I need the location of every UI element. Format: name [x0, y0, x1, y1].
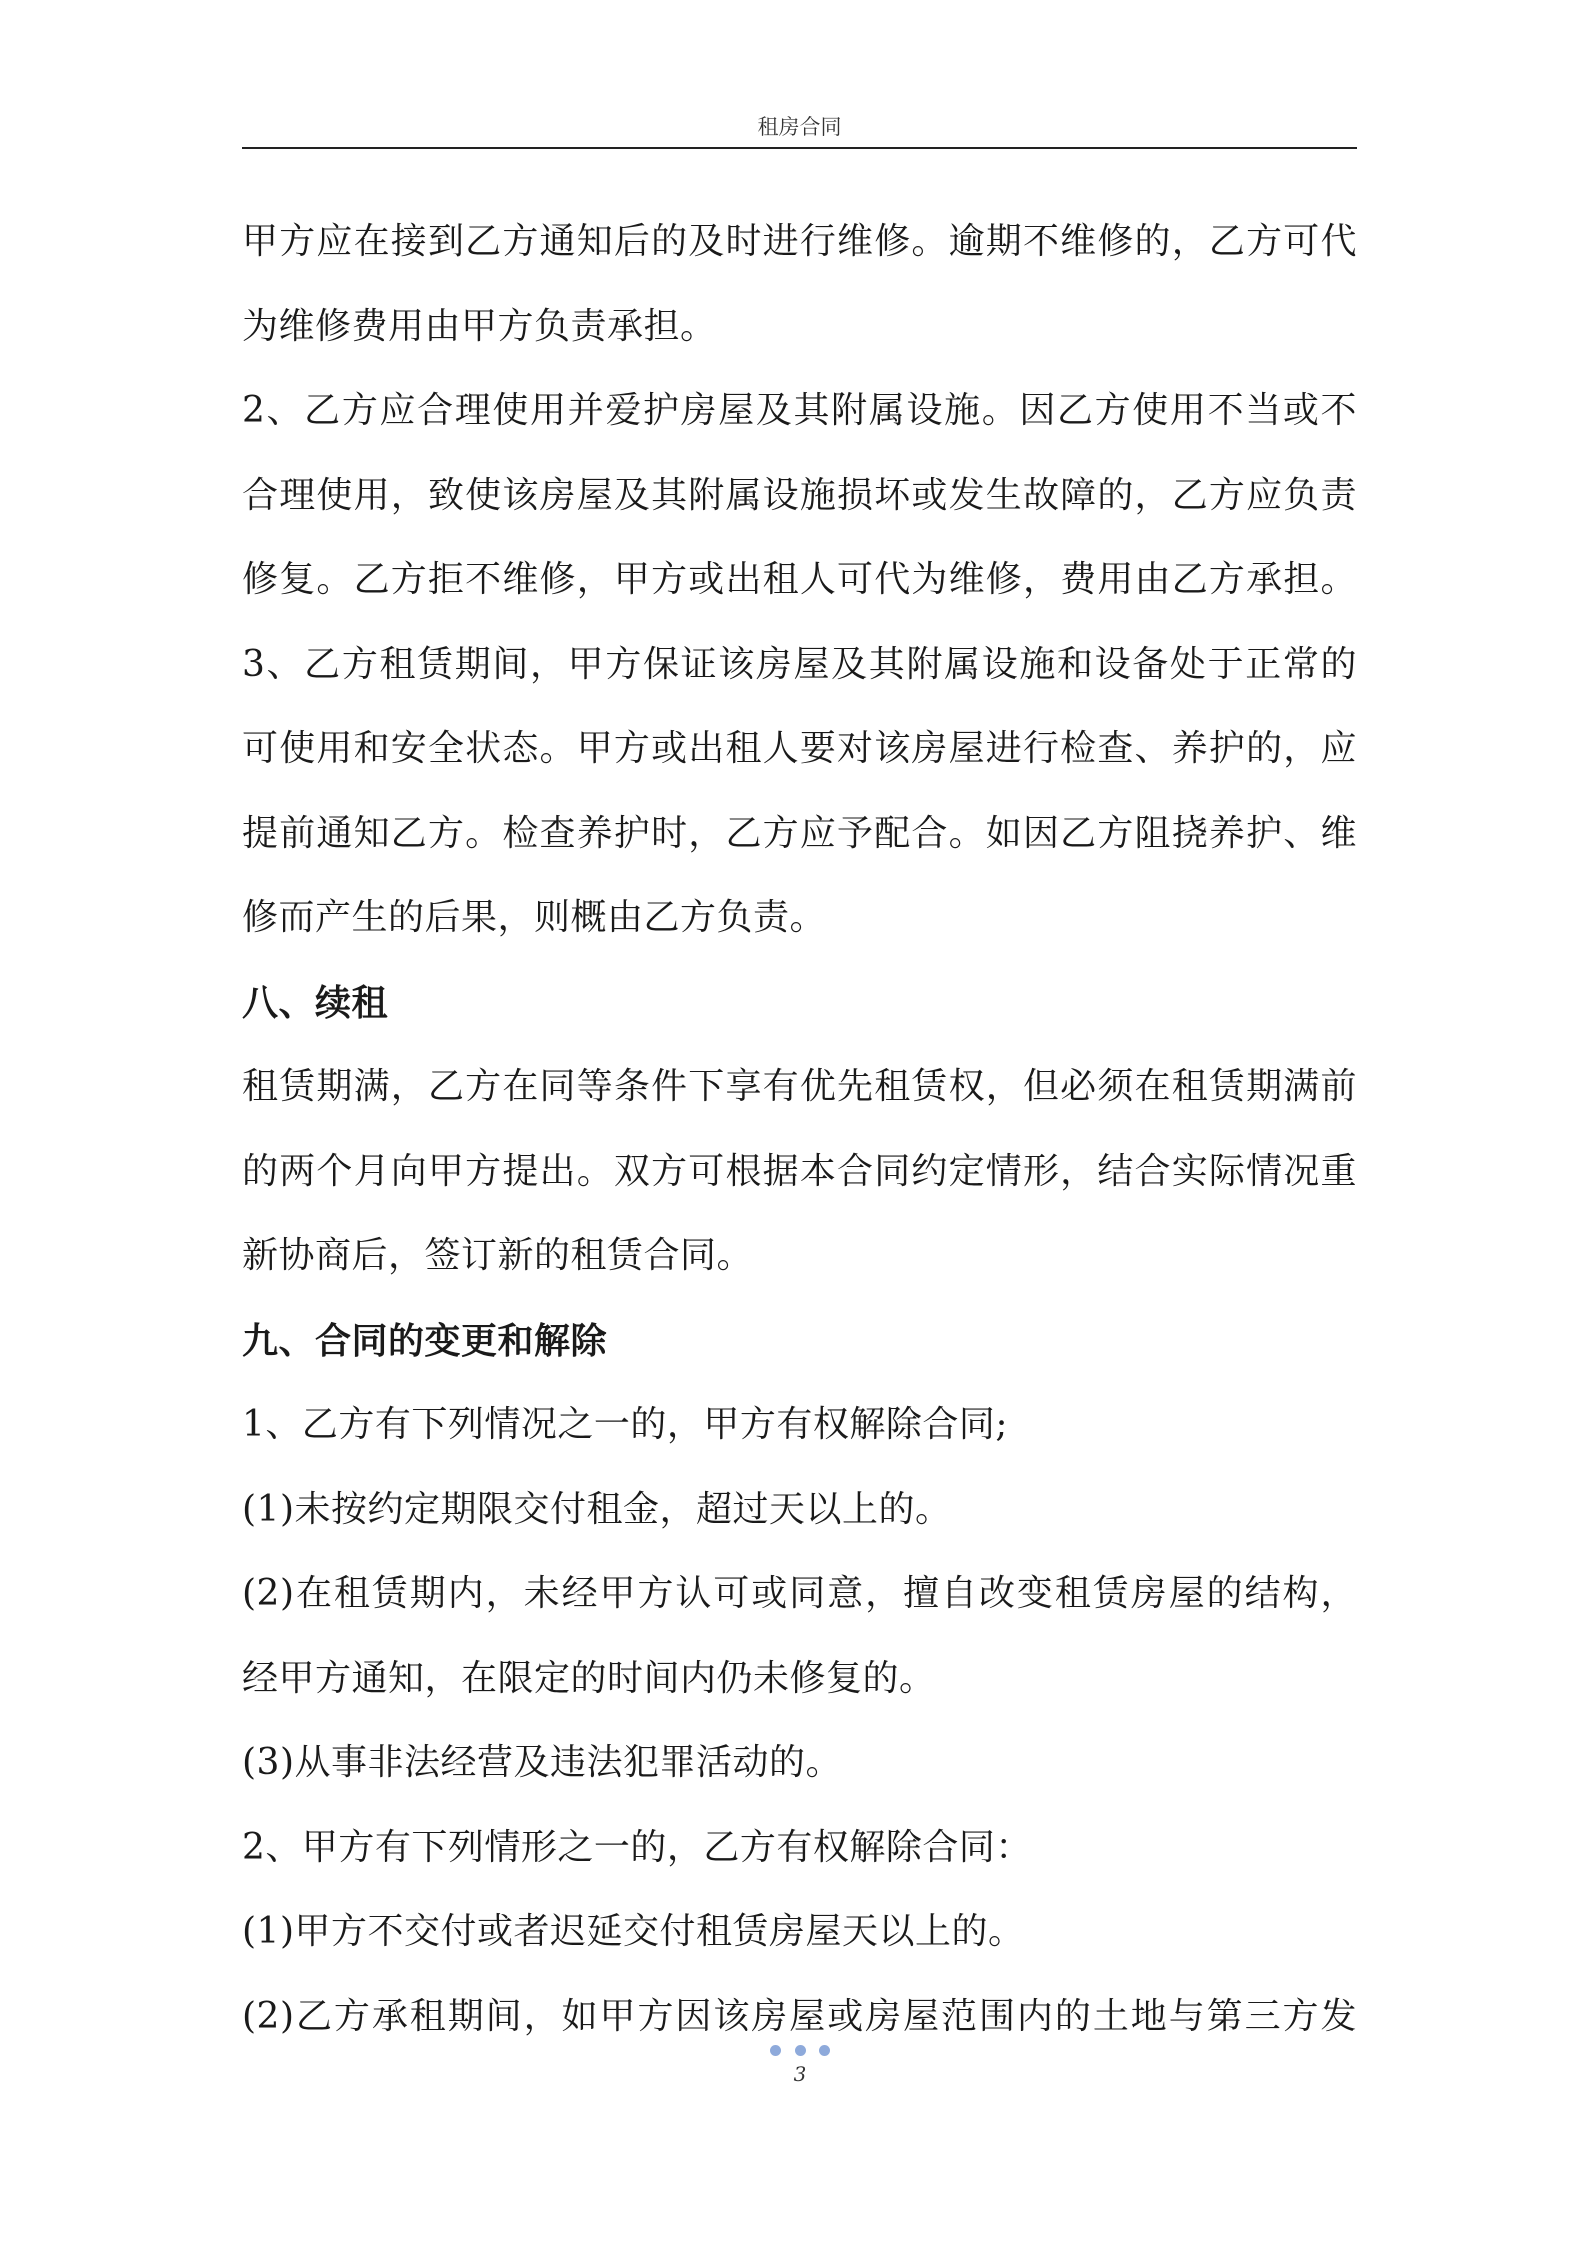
text-line: 租赁期满，乙方在同等条件下享有优先租赁权，但必须在租赁期满前 [242, 1066, 1357, 1107]
section-heading: 八、续租 [242, 981, 389, 1024]
footer-dot [819, 2045, 830, 2056]
footer-dot [795, 2045, 806, 2056]
page-number: 3 [793, 2062, 807, 2086]
text-line: (1)未按约定期限交付租金，超过天以上的。 [242, 1488, 952, 1530]
text-line: 新协商后，签订新的租赁合同。 [242, 1235, 754, 1276]
text-line: 合理使用，致使该房屋及其附属设施损坏或发生故障的，乙方应负责 [242, 474, 1357, 516]
footer-ellipsis-icon [770, 2042, 830, 2058]
text-line: 修复。乙方拒不维修，甲方或出租人可代为维修，费用由乙方承担。 [242, 559, 1357, 600]
text-line: (1)甲方不交付或者迟延交付租赁房屋天以上的。 [242, 1911, 1025, 1952]
section-heading: 九、合同的变更和解除 [242, 1319, 608, 1362]
text-line: 提前通知乙方。检查养护时，乙方应予配合。如因乙方阻挠养护、维 [242, 812, 1357, 854]
text-line: 3、乙方租赁期间，甲方保证该房屋及其附属设施和设备处于正常的 [242, 643, 1357, 685]
text-line: 修而产生的后果，则概由乙方负责。 [242, 897, 827, 938]
text-line: 可使用和安全状态。甲方或出租人要对该房屋进行检查、养护的，应 [242, 728, 1357, 769]
text-line: (2)在租赁期内，未经甲方认可或同意，擅自改变租赁房屋的结构， [242, 1573, 1357, 1614]
running-header: 租房合同 [757, 115, 842, 139]
text-line: 1、乙方有下列情况之一的，甲方有权解除合同; [242, 1404, 1009, 1445]
text-line: 甲方应在接到乙方通知后的及时进行维修。逾期不维修的，乙方可代 [242, 221, 1357, 262]
text-line: (3)从事非法经营及违法犯罪活动的。 [242, 1742, 842, 1783]
header-divider [242, 147, 1357, 149]
text-line: 的两个月向甲方提出。双方可根据本合同约定情形，结合实际情况重 [242, 1150, 1357, 1192]
text-line: 经甲方通知，在限定的时间内仍未修复的。 [242, 1657, 936, 1699]
contract-body [242, 200, 1357, 2059]
text-line: 2、乙方应合理使用并爱护房屋及其附属设施。因乙方使用不当或不 [242, 390, 1357, 431]
text-line: (2)乙方承租期间，如甲方因该房屋或房屋范围内的土地与第三方发 [242, 1995, 1357, 2037]
footer-dot [770, 2045, 781, 2056]
text-line: 2、甲方有下列情形之一的，乙方有权解除合同： [242, 1826, 1032, 1868]
text-line: 为维修费用由甲方负责承担。 [242, 305, 717, 347]
